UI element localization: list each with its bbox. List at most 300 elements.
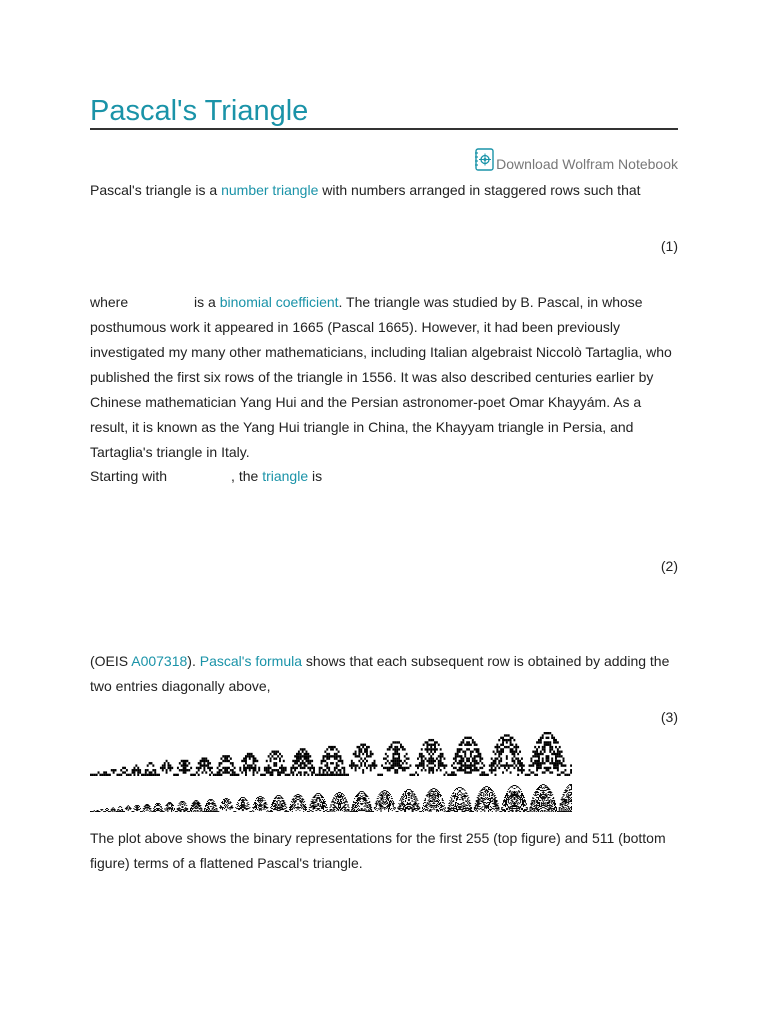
binary-cell [228, 808, 229, 809]
binary-cell [320, 810, 321, 811]
equation-number-2: (2) [660, 558, 678, 574]
binary-cell [563, 807, 564, 808]
binary-cell [189, 811, 190, 812]
binary-cell [415, 801, 416, 802]
binary-cell [186, 769, 188, 771]
binary-cell [270, 811, 271, 812]
binary-cell [108, 811, 109, 812]
binary-cell [470, 737, 472, 739]
binary-cell [379, 800, 380, 801]
binary-cell [335, 802, 336, 803]
binary-cell [264, 806, 265, 807]
binary-cell [299, 810, 300, 811]
binary-cell [526, 804, 527, 805]
binary-cell [568, 774, 570, 776]
binary-cell [409, 792, 410, 793]
binary-cell [457, 809, 458, 810]
binary-cell [251, 753, 253, 755]
binary-cell [292, 767, 294, 769]
binary-cell [279, 774, 281, 776]
binary-cell [273, 764, 275, 766]
binary-cell [482, 800, 483, 801]
binary-cell [427, 810, 428, 811]
binary-cell [516, 805, 517, 806]
binary-cell [510, 795, 511, 796]
binary-cell [246, 800, 247, 801]
download-notebook-link[interactable] [474, 148, 678, 172]
binary-cell [425, 799, 426, 800]
binary-cell [486, 798, 487, 799]
binary-cell [527, 774, 529, 776]
binary-cell [307, 760, 309, 762]
binary-cell [509, 797, 510, 798]
binary-cell [468, 804, 469, 805]
binary-cell [514, 802, 515, 803]
binary-cell [443, 764, 445, 766]
binary-cell [467, 807, 468, 808]
binary-cell [516, 797, 517, 798]
binary-cell [311, 764, 313, 766]
binary-cell [494, 801, 495, 802]
binary-cell [544, 784, 545, 785]
binary-cell [431, 798, 432, 799]
binary-cell [391, 798, 392, 799]
binary-cell [562, 800, 563, 801]
binary-cell [524, 811, 525, 812]
binary-cell [436, 741, 438, 743]
binary-cell [476, 762, 478, 764]
binary-cell [366, 811, 367, 812]
binary-cell [158, 805, 159, 806]
binary-cell [296, 797, 297, 798]
binary-cell [432, 753, 434, 755]
starting-text: Starting with [90, 468, 168, 484]
binary-cell [316, 808, 317, 809]
binary-cell [504, 805, 505, 806]
binary-cell [570, 794, 571, 795]
binary-cell [295, 798, 296, 799]
binary-cell [153, 811, 154, 812]
binary-cell [315, 774, 317, 776]
binary-cell [298, 806, 299, 807]
binary-cell [362, 753, 364, 755]
binary-cell [555, 757, 557, 759]
binomial-coefficient-link[interactable]: binomial coefficient [219, 294, 339, 310]
binary-cell [486, 807, 487, 808]
binary-cell [168, 802, 169, 803]
binary-cell [241, 800, 242, 801]
binary-cell [312, 803, 313, 804]
binary-cell [438, 806, 439, 807]
binary-cell [185, 767, 187, 769]
binary-cell [465, 809, 466, 810]
binary-cell [497, 801, 498, 802]
binary-cell [549, 792, 550, 793]
binary-cell [464, 762, 466, 764]
binary-cell [259, 806, 260, 807]
binary-cell [557, 748, 559, 750]
binary-cell [167, 803, 168, 804]
binary-cell [561, 764, 563, 766]
binary-cell [366, 805, 367, 806]
binary-cell [553, 762, 555, 764]
binary-cell [179, 809, 180, 810]
binary-cell [568, 803, 569, 804]
binary-cell [542, 807, 543, 808]
binary-cell [414, 807, 415, 808]
binary-cell [549, 762, 551, 764]
binary-cell [339, 797, 340, 798]
binary-cell [203, 760, 205, 762]
binary-cell [247, 764, 249, 766]
binary-cell [284, 804, 285, 805]
binary-cell [305, 804, 306, 805]
binary-cell [565, 811, 566, 812]
binary-cell [545, 806, 546, 807]
binary-cell [195, 807, 196, 808]
binary-cell [385, 793, 386, 794]
binary-cell [439, 794, 440, 795]
a007318-link[interactable]: A007318 [131, 653, 188, 669]
binary-cell [156, 810, 157, 811]
binary-cell [113, 807, 114, 808]
binary-cell [265, 806, 266, 807]
binary-cell [547, 806, 548, 807]
binary-cell [479, 803, 480, 804]
binary-cell [266, 760, 268, 762]
binary-cell [448, 808, 449, 809]
binary-cell [132, 811, 133, 812]
binary-cell [261, 796, 262, 797]
binary-cell [224, 757, 226, 759]
binary-cell [403, 807, 404, 808]
binary-cell [372, 762, 374, 764]
binary-cell [304, 753, 306, 755]
binary-cell [565, 799, 566, 800]
binary-cell [495, 767, 497, 769]
binary-cell [414, 805, 415, 806]
binary-cell [481, 809, 482, 810]
binary-cell [515, 801, 516, 802]
triangle-link[interactable]: triangle [262, 468, 309, 484]
binary-cell [256, 771, 258, 773]
binary-cell [459, 769, 461, 771]
binary-cell [96, 774, 98, 776]
binary-cell [443, 802, 444, 803]
binary-cell [336, 774, 338, 776]
binary-cell [549, 808, 550, 809]
binary-cell [544, 788, 545, 789]
binary-cell [430, 803, 431, 804]
binary-cell [162, 764, 164, 766]
binary-cell [344, 803, 345, 804]
binary-cell [190, 774, 192, 776]
binary-cell [520, 800, 521, 801]
binary-cell [386, 795, 387, 796]
binary-cell [485, 774, 487, 776]
binary-cell [502, 810, 503, 811]
binary-cell [571, 794, 572, 795]
binary-cell [566, 800, 567, 801]
binary-cell [358, 753, 360, 755]
binary-cell [191, 807, 192, 808]
binary-cell [426, 764, 428, 766]
binary-cell [364, 799, 365, 800]
binary-cell [563, 806, 564, 807]
binary-cell [228, 760, 230, 762]
binary-cell [353, 753, 355, 755]
binary-cell [506, 757, 508, 759]
binary-cell [281, 764, 283, 766]
binary-cell [384, 807, 385, 808]
binary-cell [567, 793, 568, 794]
binary-cell [452, 793, 453, 794]
binary-cell [434, 791, 435, 792]
binary-cell [342, 807, 343, 808]
binary-cell [248, 804, 249, 805]
binary-cell [382, 808, 383, 809]
binary-cell [536, 762, 538, 764]
binary-cell [177, 808, 178, 809]
binary-cell [224, 755, 226, 757]
binary-cell [481, 797, 482, 798]
binary-cell [202, 771, 204, 773]
binary-cell [181, 801, 182, 802]
binary-cell [333, 802, 334, 803]
binary-cell [319, 800, 320, 801]
binary-cell [398, 755, 400, 757]
binary-cell [387, 748, 389, 750]
binary-cell [564, 810, 565, 811]
binary-cell [495, 798, 496, 799]
binary-cell [359, 806, 360, 807]
binary-cell [561, 808, 562, 809]
binary-cell [274, 806, 275, 807]
binary-cell [198, 804, 199, 805]
binary-cell [541, 790, 542, 791]
binary-cell [536, 753, 538, 755]
binary-cell [509, 788, 510, 789]
binary-cell [300, 798, 301, 799]
binary-cell [298, 753, 300, 755]
binary-cell [538, 799, 539, 800]
binary-cell [488, 799, 489, 800]
binary-cell [363, 803, 364, 804]
binary-cell [231, 805, 232, 806]
binary-cell [260, 799, 261, 800]
binary-cell [294, 806, 295, 807]
binary-cell [469, 800, 470, 801]
binary-cell [496, 746, 498, 748]
binary-cell [481, 794, 482, 795]
binary-cell [474, 755, 476, 757]
binary-cell [327, 809, 328, 810]
binary-cell [394, 753, 396, 755]
binary-cell [305, 809, 306, 810]
binary-cell [454, 795, 455, 796]
binary-cell [255, 807, 256, 808]
binary-cell [203, 769, 205, 771]
binary-cell [182, 809, 183, 810]
binary-cell [487, 797, 488, 798]
binary-cell [569, 790, 570, 791]
pascals-formula-link[interactable]: Pascal's formula [199, 653, 303, 669]
binary-cell [365, 801, 366, 802]
binary-cell [209, 769, 211, 771]
binary-cell [264, 767, 266, 769]
binary-cell [239, 769, 241, 771]
binary-cell [488, 806, 489, 807]
binary-cell [478, 803, 479, 804]
binary-cell [511, 792, 512, 793]
binary-cell [487, 795, 488, 796]
number-triangle-link[interactable]: number triangle [221, 182, 319, 198]
binary-cell [397, 811, 398, 812]
binary-cell [510, 808, 511, 809]
binary-cell [384, 792, 385, 793]
binary-cell [281, 797, 282, 798]
binary-cell [360, 744, 362, 746]
binary-cell [477, 807, 478, 808]
binary-cell [117, 811, 118, 812]
binary-cell [368, 746, 370, 748]
binary-cell [311, 771, 313, 773]
binary-cell [532, 762, 534, 764]
binary-cell [245, 755, 247, 757]
binary-cell [456, 788, 457, 789]
binary-cell [206, 805, 207, 806]
binary-cell [150, 771, 152, 773]
binary-cell [385, 807, 386, 808]
binary-cell [518, 806, 519, 807]
binary-cell [264, 774, 266, 776]
binary-cell [253, 762, 255, 764]
binary-cell [357, 799, 358, 800]
binary-cell [122, 767, 124, 769]
binary-cell [408, 792, 409, 793]
binary-cell [351, 764, 353, 766]
binary-cell [490, 792, 491, 793]
binary-cell [459, 799, 460, 800]
binary-cell [243, 800, 244, 801]
binary-cell [362, 798, 363, 799]
binary-cell [243, 760, 245, 762]
binary-cell [281, 805, 282, 806]
binary-cell [147, 808, 148, 809]
binary-cell [444, 805, 445, 806]
binary-cell [280, 798, 281, 799]
binary-cell [464, 810, 465, 811]
binary-cell [272, 805, 273, 806]
binary-cell [163, 811, 164, 812]
binary-cell [224, 760, 226, 762]
binary-cell [184, 810, 185, 811]
binary-cell [564, 769, 566, 771]
binary-cell [435, 805, 436, 806]
binary-cell [568, 801, 569, 802]
binary-cell [245, 771, 247, 773]
binary-cell [138, 805, 139, 806]
binary-cell [496, 810, 497, 811]
binary-cell [381, 799, 382, 800]
binary-cell [536, 808, 537, 809]
binary-cell [326, 807, 327, 808]
binary-cell [328, 753, 330, 755]
binary-cell [560, 807, 561, 808]
binary-cell [98, 771, 100, 773]
binary-cell [455, 774, 457, 776]
binary-cell [490, 806, 491, 807]
binary-cell [425, 800, 426, 801]
binary-cell [536, 800, 537, 801]
binary-cell [318, 798, 319, 799]
binary-cell [543, 798, 544, 799]
binary-cell [216, 810, 217, 811]
binary-cell [279, 760, 281, 762]
binary-cell [537, 801, 538, 802]
binary-cell [465, 804, 466, 805]
binary-cell [389, 769, 391, 771]
binary-cell [523, 801, 524, 802]
binary-cell [422, 808, 423, 809]
binary-cell [224, 805, 225, 806]
binary-cell [436, 800, 437, 801]
binary-cell [564, 800, 565, 801]
binary-cell [548, 797, 549, 798]
binary-cell [429, 802, 430, 803]
binary-cell [456, 808, 457, 809]
binary-cell [300, 764, 302, 766]
binary-cell [463, 788, 464, 789]
binary-cell [461, 806, 462, 807]
binary-cell [507, 805, 508, 806]
binary-cell [111, 810, 112, 811]
binary-cell [331, 806, 332, 807]
binary-cell [203, 764, 205, 766]
binary-cell [539, 809, 540, 810]
binary-cell [387, 799, 388, 800]
binary-cell [172, 804, 173, 805]
binary-cell [378, 801, 379, 802]
binary-cell [485, 802, 486, 803]
binary-cell [509, 791, 510, 792]
binary-cell [361, 809, 362, 810]
binary-cell [197, 807, 198, 808]
binary-cell [414, 801, 415, 802]
binary-cell [377, 804, 378, 805]
binary-cell [334, 767, 336, 769]
binary-cell [512, 760, 514, 762]
binary-cell [307, 811, 308, 812]
binary-cell [211, 800, 212, 801]
binary-cell [341, 809, 342, 810]
binary-cell [206, 803, 207, 804]
binary-cell [358, 799, 359, 800]
binary-cell [406, 807, 407, 808]
binary-cell [249, 811, 250, 812]
binary-cell [428, 767, 430, 769]
binary-cell [208, 806, 209, 807]
binary-cell [547, 794, 548, 795]
binary-cell [488, 804, 489, 805]
binary-cell [351, 762, 353, 764]
binary-cell [484, 799, 485, 800]
binary-cell [302, 804, 303, 805]
binary-cell [463, 809, 464, 810]
binary-cell [338, 807, 339, 808]
binary-cell [562, 798, 563, 799]
binary-cell [541, 805, 542, 806]
